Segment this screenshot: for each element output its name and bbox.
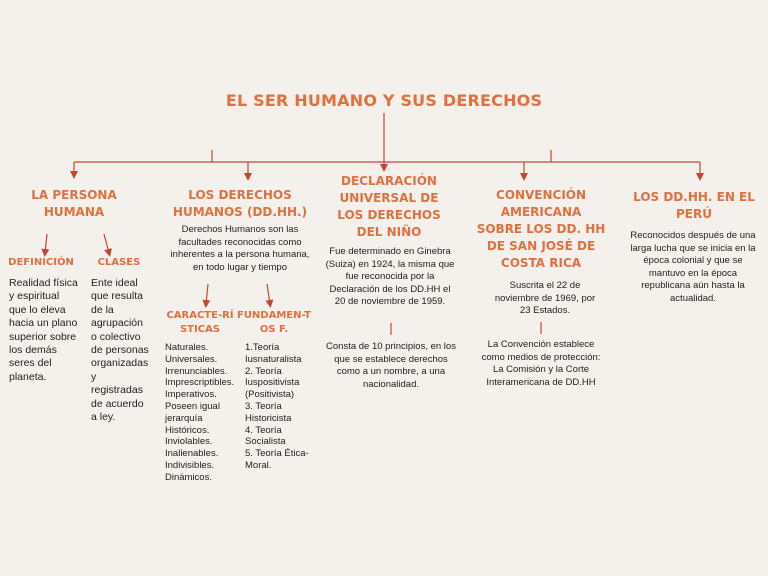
declaracion-title: DECLARACIÓN UNIVERSAL DE LOS DERECHOS DEL NIÑO [337, 174, 441, 239]
fundamentos-title: FUNDAMEN-TOS F. [236, 310, 311, 335]
caracteristica-item: Dinámicos. [165, 471, 212, 483]
caracteristica-item: Universales. [165, 353, 218, 365]
caracteristica-item: Inviolables. [165, 436, 213, 448]
fundamento-item: 5. Teoría Ética- [245, 448, 309, 460]
fundamento-item: Iuspositivista [245, 377, 300, 389]
peru-text: Reconocidos después de una larga lucha que se inicia en la época colonial y que se mantuvo en la época republicana aún hasta la actualidad. [630, 230, 756, 304]
caracteristicas-list [165, 342, 245, 484]
fundamento-item: Historicista [245, 412, 292, 424]
convencion-text-2: La Convención establece como medios de protección: La Comisión y la Corte Interamericana de DD.HH [481, 339, 601, 388]
fundamento-item: Iusnaturalista [245, 353, 302, 365]
caracteristica-item: Poseen igual [165, 400, 220, 412]
persona-title: LA PERSONA HUMANA [31, 188, 117, 219]
caracteristica-item: Irrenunciables. [165, 365, 228, 377]
convencion-text-1: Suscrita el 22 de noviembre de 1969, por 23 Estados. [494, 280, 596, 316]
fundamento-item: Socialista [245, 436, 286, 448]
caracteristica-item: jerarquía [165, 412, 203, 424]
fundamento-item: Moral. [245, 459, 272, 471]
caracteristica-item: Imperativos. [165, 389, 217, 401]
clases-title: CLASES [97, 257, 141, 268]
derechos-title: LOS DERECHOS HUMANOS (DD.HH.) [172, 188, 308, 219]
fundamentos-list [245, 342, 323, 472]
convencion-title: CONVENCIÓN AMERICANA SOBRE LOS DD. HH DE SAN JOSÉ DE COSTA RICA [476, 188, 606, 270]
fundamento-item: 1.Teoría [245, 342, 280, 353]
caracteristica-item: Inalienables. [165, 448, 219, 460]
fundamento-item: 3. Teoría [245, 400, 282, 412]
fundamento-item: 2. Teoría [245, 365, 282, 377]
clases-text: Ente ideal que resulta de la agrupación o colectivo de personas organizadas y registradas de acuerdo a ley. [91, 277, 149, 424]
fundamento-item: (Positivista) [245, 389, 295, 401]
caracteristica-item: Imprescriptibles. [165, 377, 235, 389]
definicion-title: DEFINICIÓN [8, 257, 74, 268]
derechos-text: Derechos Humanos son las facultades reconocidas como inherentes a la persona humana, en todo lugar y tiempo [170, 224, 310, 273]
declaracion-text-1: Fue determinado en Ginebra (Suiza) en 1924, la misma que fue reconocida por la Declaración de los DD.HH el 20 de noviembre de 1959. [325, 246, 455, 307]
definicion-text: Realidad física y espiritual que lo eleva hacia un plano superior sobre los demás seres del planeta. [9, 277, 78, 383]
caracteristicas-title: CARACTE-RÍSTICAS [166, 310, 234, 335]
declaracion-text-2: Consta de 10 principios, en los que se establece derechos como a un nombre, a una nacionalidad. [326, 341, 456, 390]
caracteristica-item: Indivisibles. [165, 459, 215, 471]
page-title: EL SER HUMANO Y SUS DERECHOS [225, 91, 543, 110]
fundamento-item: 4. Teoría [245, 424, 282, 436]
caracteristica-item: Naturales. [165, 342, 209, 353]
peru-title: LOS DD.HH. EN EL PERÚ [633, 190, 755, 221]
caracteristica-item: Históricos. [165, 424, 210, 436]
